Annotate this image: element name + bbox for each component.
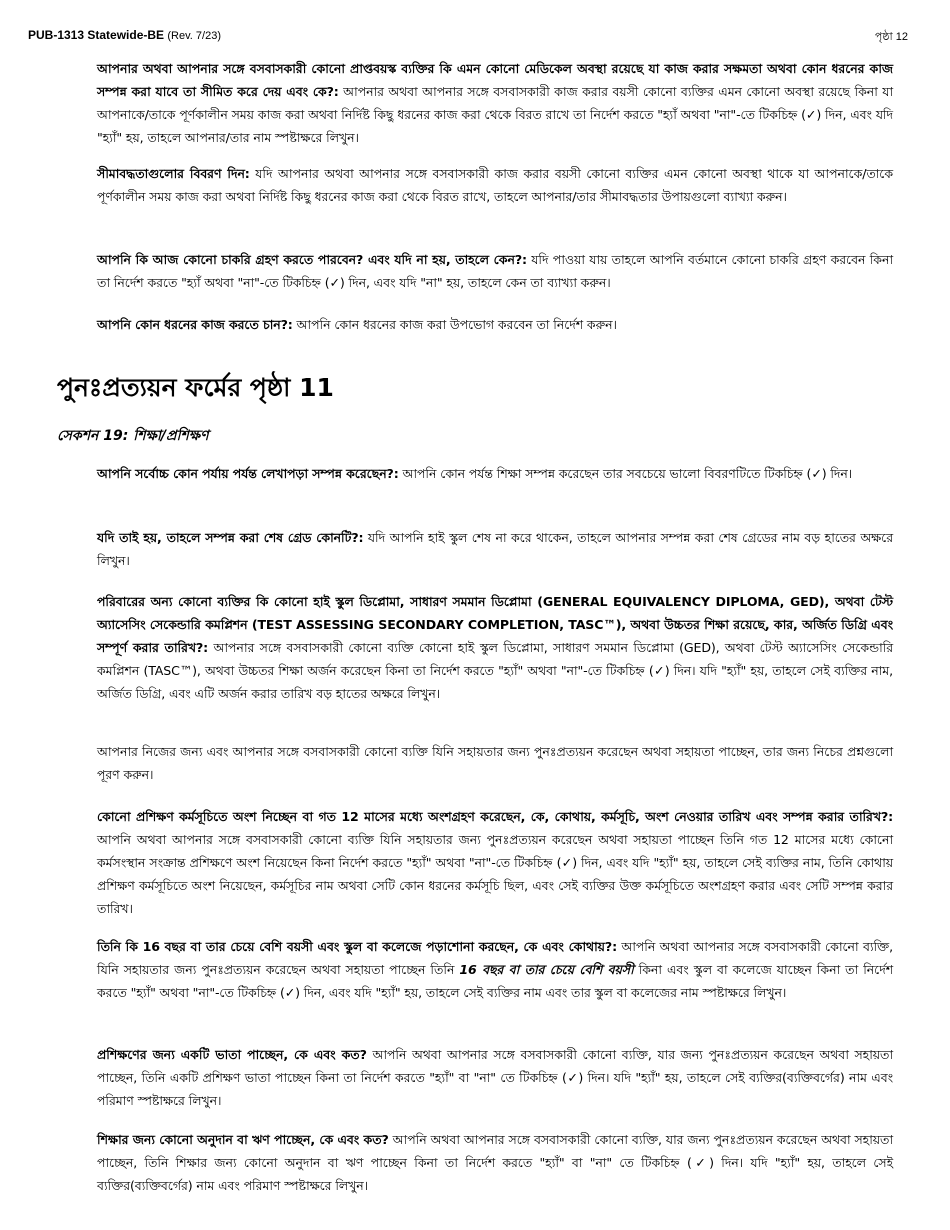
- paragraph-training-allowance: [97, 1043, 893, 1112]
- paragraph-last-grade: [97, 526, 893, 572]
- instruction-text: আপনি অথবা আপনার সঙ্গে বসবাসকারী কোনো ব্যক্তি, যার জন্য পুনঃপ্রত্যয়ন করেছেন অথবা সহায়তা পাচ্ছেন, তিনি শিক্ষার জন্য কোনো অনুদান বা ঋণ পাচ্ছেন কিনা তা নির্দেশ করতে "হ্যাঁ" বা "না" তে টিকচিহ্ন (✓) দিন। যদি "হ্যাঁ" হয়, তাহলে সেই ব্যক্তির(ব্যক্তিবর্গের) নাম এবং পরিমাণ স্পষ্টাক্ষরে লিখুন।: [97, 1132, 894, 1193]
- paragraph-complete-questions: [97, 740, 893, 786]
- question-label: আপনি সর্বোচ্চ কোন পর্যায় পর্যন্ত লেখাপড়া সম্পন্ন করেছেন?:: [97, 466, 399, 481]
- question-label: তিনি কি 16 বছর বা তার চেয়ে বেশি বয়সী এবং স্কুল বা কলেজে পড়াশোনা করছেন, কে এবং কোথায়?:: [97, 939, 617, 954]
- instruction-text: আপনি অথবা আপনার সঙ্গে বসবাসকারী কোনো ব্যক্তি, যার জন্য পুনঃপ্রত্যয়ন করেছেন অথবা সহায়তা পাচ্ছেন, তিনি একটি প্রশিক্ষণ ভাতা পাচ্ছেন কিনা তা নির্দেশ করতে "হ্যাঁ" বা "না" তে টিকচিহ্ন (✓) দিন। যদি "হ্যাঁ" হয়, তাহলে সেই ব্যক্তির(ব্যক্তিবর্গের) নাম এবং পরিমাণ স্পষ্টাক্ষরে লিখুন।: [97, 1047, 894, 1108]
- instruction-text: যদি আপনি হাই স্কুল শেষ না করে থাকেন, তাহলে আপনার সম্পন্ন করা শেষ গ্রেডের নাম বড় হাতের অক্ষরে লিখুন।: [97, 530, 893, 568]
- form-code: PUB-1313 Statewide-BE: [28, 28, 165, 42]
- form-revision: (Rev. 7/23): [167, 30, 221, 42]
- instruction-text: আপনার অথবা আপনার সঙ্গে বসবাসকারী কাজ করার বয়সী কোনো ব্যক্তির এমন কোনো অবস্থা রয়েছে কিনা যা আপনাকে/তাকে পূর্ণকালীন সময় কাজ করা অথবা নির্দিষ্ট কিছু ধরনের কাজ করা থেকে বিরত রাখে তা নির্দেশ করতে "হ্যাঁ অথবা "না"-তে টিকচিহ্ন (✓) দিন, এবং যদি "হ্যাঁ" হয়, তাহলে আপনার/তার নাম স্পষ্টাক্ষরে লিখুন।: [97, 84, 893, 145]
- paragraph-job-type: [97, 313, 893, 336]
- paragraph-medical-condition: [97, 57, 893, 149]
- question-label: আপনি কি আজ কোনো চাকরি গ্রহণ করতে পারবেন? এবং যদি না হয়, তাহলে কেন?:: [97, 252, 527, 267]
- instruction-text: আপনি অথবা আপনার সঙ্গে বসবাসকারী কোনো ব্যক্তি যিনি সহায়তার জন্য পুনঃপ্রত্যয়ন করেছেন অথবা সহায়তা পাচ্ছেন তিনি গত 12 মাসের মধ্যে কোনো কর্মসংস্থান সংক্রান্ত প্রশিক্ষণে অংশ নিয়েছেন কিনা নির্দেশ করতে "হ্যাঁ" অথবা "না"-তে টিকচিহ্ন (✓) দিন, এবং যদি "হ্যাঁ" হয়, তাহলে সেই ব্যক্তির নাম, তিনি কোথায় প্রশিক্ষণ কর্মসূচিতে অংশ নিয়েছেন, কর্মসূচির নাম অথবা সেটি কোন ধরনের কর্মসূচি ছিল, এবং সেই ব্যক্তির উক্ত কর্মসূচিতে অংশগ্রহণ করার এবং সেটি সম্পন্ন করার তারিখ।: [97, 832, 893, 916]
- question-label: আপনার অথবা আপনার সঙ্গে বসবাসকারী কোনো প্রাপ্তবয়স্ক ব্যক্তির কি এমন কোনো মেডিকেল অবস্থা রয়েছে যা কাজ করার সক্ষমতা অথবা কোন ধরনের কাজ সম্পন্ন করা যাবে তা সীমিত করে দেয় এবং কে?:: [97, 61, 893, 99]
- question-label: আপনি কোন ধরনের কাজ করতে চান?:: [97, 317, 293, 332]
- instruction-text: আপনি কোন ধরনের কাজ করা উপভোগ করবেন তা নির্দেশ করুন।: [292, 317, 617, 332]
- paragraph-accept-job: [97, 248, 893, 294]
- question-label: প্রশিক্ষণের জন্য একটি ভাতা পাচ্ছেন, কে এবং কত?: [97, 1047, 367, 1062]
- paragraph-household-diploma: [97, 590, 893, 705]
- question-label: যদি তাই হয়, তাহলে সম্পন্ন করা শেষ গ্রেড কোনটি?:: [97, 530, 364, 545]
- question-label: শিক্ষার জন্য কোনো অনুদান বা ঋণ পাচ্ছেন, কে এবং কত?: [97, 1132, 389, 1147]
- instruction-text: যদি আপনার অথবা আপনার সঙ্গে বসবাসকারী কাজ করার বয়সী কোনো ব্যক্তির এমন কোনো অবস্থা থাকে যা আপনাকে/তাকে পূর্ণকালীন সময় কাজ করা অথবা নির্দিষ্ট কিছু ধরনের কাজ করা থেকে বিরত রাখে, তাহলে আপনার/তার সীমাবদ্ধতার উপায়গুলো ব্যাখ্যা করুন।: [97, 166, 893, 204]
- question-label: পরিবারের অন্য কোনো ব্যক্তির কি কোনো হাই স্কুল ডিপ্লোমা, সাধারণ সমমান ডিপ্লোমা (GENERAL EQUIVALENCY DIPLOMA, GED), অথবা টেস্ট অ্যাসেসিং সেকেন্ডারি কমপ্লিশন (TEST ASSESSING SECONDARY COMPLETION, TASC™), অথবা উচ্চতর শিক্ষা রয়েছে, কার, অর্জিত ডিগ্রি এবং সম্পূর্ণ করার তারিখ?:: [97, 594, 893, 655]
- page-number: পৃষ্ঠা 12: [874, 31, 908, 43]
- section-subtitle: সেকশন 19: শিক্ষা/প্রশিক্ষণ: [57, 428, 209, 444]
- emphasis-text: 16 বছর বা তার চেয়ে বেশি বয়সী: [459, 962, 634, 977]
- instruction-text: আপনি অথবা আপনার সঙ্গে বসবাসকারী কোনো ব্যক্তি, যিনি সহায়তার জন্য পুনঃপ্রত্যয়ন করেছেন অথবা সহায়তা পাচ্ছেন তিনি: [97, 939, 893, 977]
- instruction-text-continued: কিনা এবং স্কুল বা কলেজে যাচ্ছেন কিনা তা নির্দেশ করতে "হ্যাঁ" অথবা "না"-তে টিকচিহ্ন (✓) দিন, এবং যদি "হ্যাঁ" হয়, তাহলে সেই ব্যক্তির নাম এবং তার স্কুল বা কলেজের নাম স্পষ্টাক্ষরে লিখুন।: [97, 962, 893, 1000]
- section-title: পুনঃপ্রত্যয়ন ফর্মের পৃষ্ঠা 11: [57, 373, 334, 402]
- instruction-text: আপনার নিজের জন্য এবং আপনার সঙ্গে বসবাসকারী কোনো ব্যক্তি যিনি সহায়তার জন্য পুনঃপ্রত্যয়ন করেছেন অথবা সহায়তা পাচ্ছেন, তার জন্য নিচের প্রশ্নগুলো পূরণ করুন।: [97, 744, 893, 782]
- question-label: কোনো প্রশিক্ষণ কর্মসূচিতে অংশ নিচ্ছেন বা গত 12 মাসের মধ্যে অংশগ্রহণ করেছেন, কে, কোথায়, কর্মসূচি, অংশ নেওয়ার তারিখ এবং সম্পন্ন করার তারিখ?:: [97, 809, 893, 824]
- instruction-text: আপনি কোন পর্যন্ত শিক্ষা সম্পন্ন করেছেন তার সবচেয়ে ভালো বিবরণটিতে টিকচিহ্ন (✓) দিন।: [398, 466, 853, 481]
- paragraph-school-attendance: [97, 935, 893, 1004]
- paragraph-education-grant: [97, 1128, 893, 1197]
- page-header: [28, 28, 908, 46]
- paragraph-highest-education: [97, 462, 893, 485]
- instruction-text: যদি পাওয়া যায় তাহলে আপনি বর্তমানে কোনো চাকরি গ্রহণ করবেন কিনা তা নির্দেশ করতে "হ্যাঁ অথবা "না"-তে টিকচিহ্ন (✓) দিন, এবং যদি "না" হয়, তাহলে কেন তা ব্যাখ্যা করুন।: [97, 252, 893, 290]
- paragraph-training-program: [97, 805, 893, 920]
- paragraph-limitations: [97, 162, 893, 208]
- question-label: সীমাবদ্ধতাগুলোর বিবরণ দিন:: [97, 166, 250, 181]
- instruction-text: আপনার সঙ্গে বসবাসকারী কোনো ব্যক্তি কোনো হাই স্কুল ডিপ্লোমা, সাধারণ সমমান ডিপ্লোমা (GED), অথবা টেস্ট অ্যাসেসিং সেকেন্ডারি কমপ্লিশন (TASC™), অথবা উচ্চতর শিক্ষা অর্জন করেছেন কিনা তা নির্দেশ করতে "হ্যাঁ" অথবা "না"-তে টিকচিহ্ন (✓) দিন। যদি "হ্যাঁ" হয়, তাহলে সেই ব্যক্তির নাম, অর্জিত ডিগ্রি, এবং এটি অর্জন করার তারিখ বড় হাতের অক্ষরে লিখুন।: [97, 640, 894, 701]
